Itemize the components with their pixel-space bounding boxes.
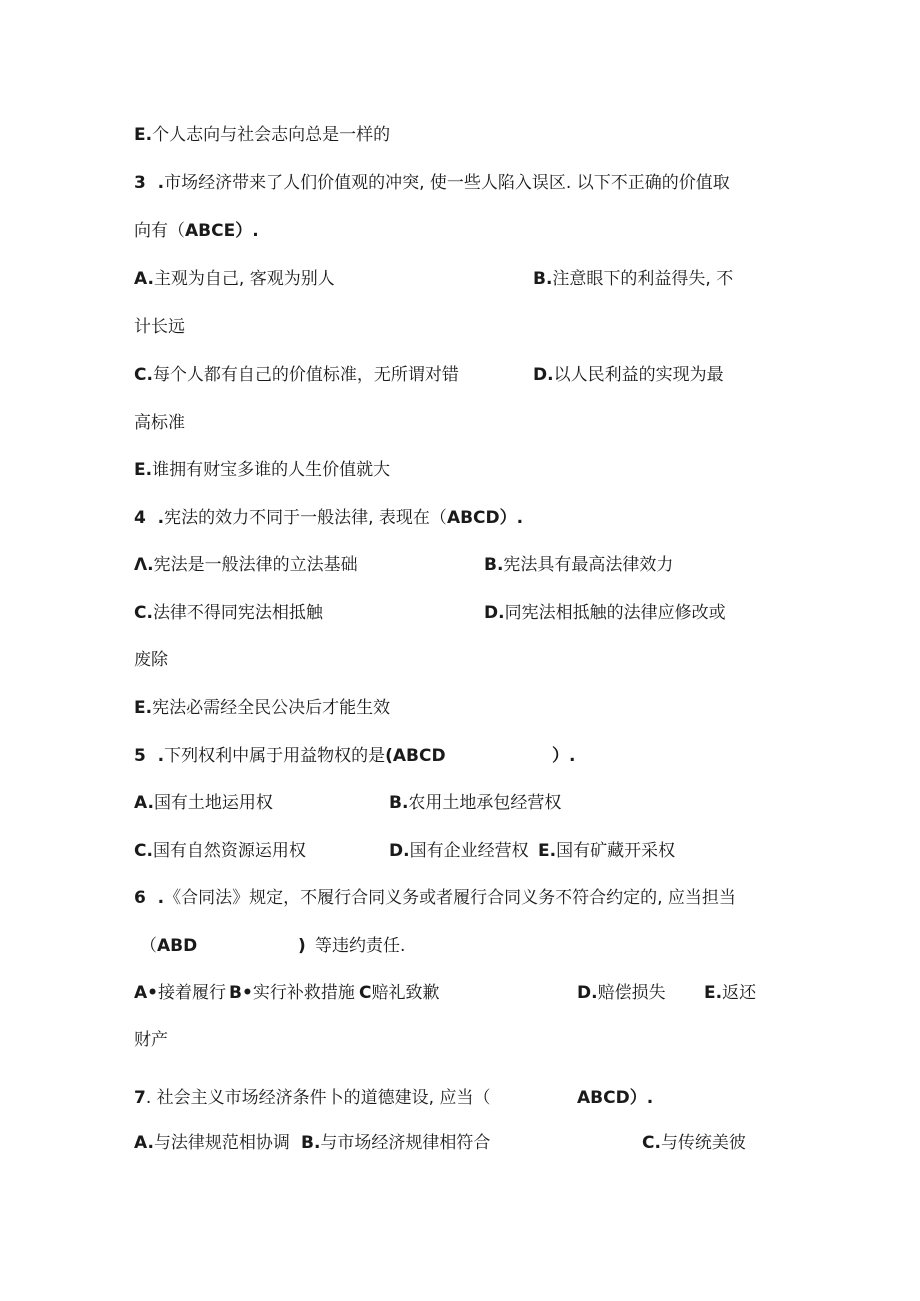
option-label: D.: [389, 841, 410, 861]
option-label: E.: [134, 125, 153, 145]
text-segment: [134, 1025, 168, 1055]
option-label: B•: [229, 983, 253, 1003]
text-segment: [315, 931, 405, 961]
option-label: A.: [134, 793, 154, 813]
text-segment: [577, 978, 666, 1008]
answer-key: ABCE）.: [185, 221, 259, 241]
text-segment: [134, 264, 335, 294]
segment-text: 宪法是一般法律的立法基础: [153, 555, 358, 575]
segment-text: 以人民利益的实现为最: [553, 365, 724, 385]
segment-text: 废除: [134, 650, 168, 670]
text-segment: [140, 931, 197, 961]
option-label: E.: [134, 460, 153, 480]
text-segment: [538, 836, 675, 866]
text-segment: [134, 216, 259, 246]
option-label: E.: [134, 698, 153, 718]
option-label: C.: [134, 365, 153, 385]
segment-text: 同宪法相抵触的法律应修改或: [504, 603, 726, 623]
segment-text: 赔礼致歉: [371, 983, 440, 1003]
text-segment: [134, 645, 168, 675]
option-label: B.: [301, 1133, 321, 1153]
text-segment: [134, 550, 358, 580]
option-label: A•: [134, 983, 159, 1003]
text-segment: [134, 741, 446, 771]
text-segment: [134, 312, 185, 342]
segment-text: 市场经济带来了人们价值观的冲突, 使一些人陷入误区. 以下不正确的价值取: [164, 173, 730, 193]
segment-text: 与法律规范相协调: [153, 1133, 290, 1153]
text-segment: [389, 836, 529, 866]
segment-text: 向有（: [134, 221, 185, 241]
segment-text: 农用土地承包经营权: [408, 793, 562, 813]
segment-text: 宪法必需经全民公决后才能生效: [152, 698, 391, 718]
option-label: 5 .: [134, 746, 165, 766]
segment-text: 谁拥有财宝多谁的人生价值就大: [152, 460, 391, 480]
option-label: B.: [484, 555, 504, 575]
option-label: 4 .: [134, 508, 165, 528]
option-label: D.: [484, 603, 505, 623]
segment-text: 国有土地运用权: [153, 793, 273, 813]
segment-text: 法律不得同宪法相抵触: [152, 603, 323, 623]
option-label: C: [359, 983, 372, 1003]
option-label: D.: [533, 365, 554, 385]
segment-text: 赔偿损失: [597, 983, 666, 1003]
text-segment: [134, 503, 523, 533]
answer-key: ABD: [157, 936, 198, 956]
option-label: 6 .: [134, 888, 165, 908]
text-segment: [134, 788, 273, 818]
segment-text: 每个人都有自己的价值标准，无所谓对错: [152, 365, 459, 385]
segment-text: 等违约责任.: [315, 936, 406, 956]
option-label: A.: [134, 1133, 154, 1153]
option-label: A.: [134, 269, 154, 289]
text-segment: [484, 598, 726, 628]
text-segment: [134, 978, 226, 1008]
segment-text: 高标准: [134, 413, 185, 433]
option-label: C.: [134, 841, 153, 861]
option-label: B.: [389, 793, 409, 813]
text-segment: [134, 1128, 290, 1158]
option-label: 7: [134, 1088, 146, 1108]
segment-text: 财产: [134, 1030, 168, 1050]
text-segment: [577, 1083, 653, 1113]
option-label: C.: [134, 603, 153, 623]
segment-text: 个人志向与社会志向总是一样的: [152, 125, 391, 145]
text-segment: [134, 168, 730, 198]
text-segment: [134, 1083, 490, 1113]
text-segment: [134, 408, 185, 438]
text-segment: [298, 931, 306, 961]
segment-text: 实行补救措施: [252, 983, 355, 1003]
text-segment: [552, 741, 575, 771]
text-segment: [134, 360, 459, 390]
option-label: C.: [642, 1133, 661, 1153]
segment-text: 宪法的效力不同于一般法律, 表现在（: [164, 508, 447, 528]
option-label: E.: [538, 841, 557, 861]
segment-text: 计长远: [134, 317, 185, 337]
segment-text: 下列权利中属于用益物权的是: [164, 746, 386, 766]
text-segment: [704, 978, 756, 1008]
segment-text: 宪法具有最高法律效力: [503, 555, 674, 575]
text-segment: [134, 120, 390, 150]
text-segment: [134, 693, 390, 723]
text-segment: [359, 978, 439, 1008]
text-segment: [134, 455, 390, 485]
segment-text: 国有企业经营权: [409, 841, 529, 861]
segment-text: 与传统美彼: [660, 1133, 746, 1153]
answer-key: ）.: [552, 746, 576, 766]
segment-text: 《合同法》规定，不履行合同义务或者履行合同义务不符合约定的, 应当担当: [164, 888, 736, 908]
text-segment: [642, 1128, 746, 1158]
text-segment: [229, 978, 355, 1008]
segment-text: （: [140, 936, 157, 956]
segment-text: 接着履行: [158, 983, 227, 1003]
text-segment: [134, 598, 323, 628]
option-label: E.: [704, 983, 723, 1003]
option-label: Λ.: [134, 555, 154, 575]
segment-text: 注意眼下的利益得失, 不: [552, 269, 734, 289]
option-label: D.: [577, 983, 598, 1003]
answer-key: ABCD）.: [446, 508, 524, 528]
segment-text: 国有自然资源运用权: [152, 841, 306, 861]
text-segment: [134, 836, 306, 866]
answer-key: ): [298, 936, 306, 956]
text-segment: [134, 883, 736, 913]
text-segment: [389, 788, 561, 818]
segment-text: 返还: [722, 983, 757, 1003]
text-segment: [533, 360, 724, 390]
answer-key: (ABCD: [385, 746, 446, 766]
segment-text: . 社会主义市场经济条件卜的道德建设, 应当（: [145, 1088, 491, 1108]
answer-key: ABCD）.: [577, 1088, 654, 1108]
segment-text: 与市场经济规律相符合: [320, 1133, 491, 1153]
option-label: 3 .: [134, 173, 165, 193]
segment-text: 国有矿藏开采权: [556, 841, 676, 861]
text-segment: [301, 1128, 490, 1158]
text-segment: [533, 264, 733, 294]
segment-text: 主观为自己, 客观为别人: [153, 269, 335, 289]
option-label: B.: [533, 269, 553, 289]
text-segment: [484, 550, 673, 580]
